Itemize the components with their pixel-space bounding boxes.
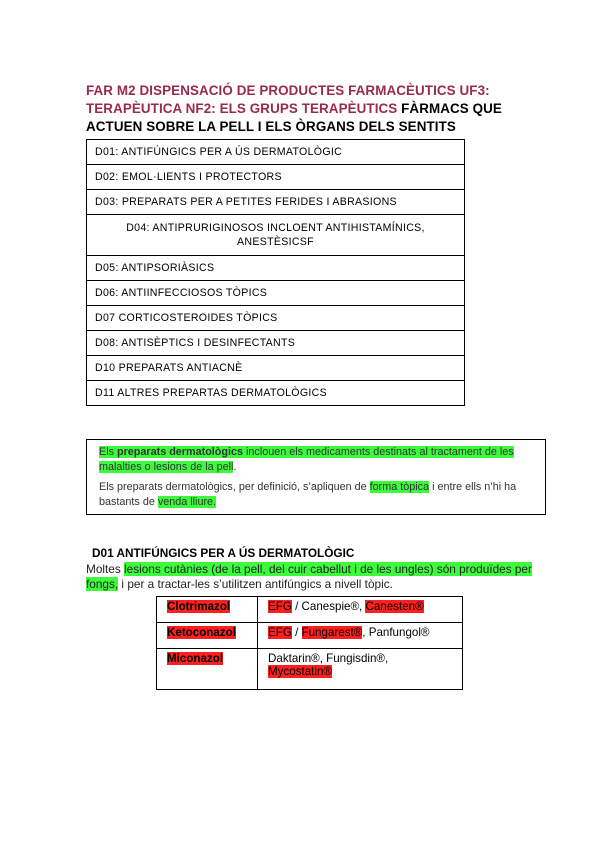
table-row bbox=[87, 215, 465, 256]
drug-name-cell bbox=[157, 623, 258, 649]
brand-name: Fungarest® bbox=[301, 626, 363, 639]
group-cell: D05: ANTIPSORIÀSICS bbox=[87, 256, 465, 281]
d01-section bbox=[86, 546, 542, 592]
table-row bbox=[87, 256, 465, 281]
brand-names-cell bbox=[258, 649, 463, 690]
brand-name: Mycostatin® bbox=[268, 665, 332, 678]
drug-name-cell bbox=[157, 597, 258, 623]
table-row bbox=[87, 140, 465, 165]
table-row bbox=[157, 649, 463, 690]
group-cell: D07 CORTICOSTEROIDES TÒPICS bbox=[87, 306, 465, 331]
info-paragraph-1: Els preparats dermatològics inclouen els medicaments destinats al tractament de les malalties o lesions de la pell. bbox=[99, 446, 514, 473]
section-intro: Moltes lesions cutànies (de la pell, del cuir cabellut i de les ungles) són produïdes per fongs, i per a tractar-les s’utilitzen antifúngics a nivell tòpic. bbox=[86, 562, 532, 591]
brand-name: / bbox=[291, 626, 302, 639]
group-cell: D04: ANTIPRURIGINOSOS INCLOENT ANTIHISTAMÍNICS, ANESTÈSICSF bbox=[87, 215, 465, 256]
therapeutic-groups-table bbox=[86, 139, 465, 406]
info-box bbox=[86, 439, 546, 515]
table-row bbox=[87, 331, 465, 356]
group-cell: D01: ANTIFÚNGICS PER A ÚS DERMATOLÒGIC bbox=[87, 140, 465, 165]
table-row bbox=[157, 597, 463, 623]
table-row bbox=[87, 306, 465, 331]
drug-name-cell bbox=[157, 649, 258, 690]
table-row bbox=[157, 623, 463, 649]
antifungal-drugs-table bbox=[156, 596, 463, 690]
brand-names-cell bbox=[258, 597, 463, 623]
brand-name: EFG bbox=[268, 600, 292, 613]
table-row bbox=[87, 190, 465, 215]
group-cell: D10 PREPARATS ANTIACNÈ bbox=[87, 356, 465, 381]
drug-name: Clotrimazol bbox=[167, 600, 231, 613]
drug-name: Miconazol bbox=[167, 652, 224, 665]
bold-term: preparats dermatològics bbox=[117, 446, 244, 458]
title-topic-part: FÀRMACS QUE ACTUEN SOBRE LA PELL I ELS ÒRGANS DELS SENTITS bbox=[86, 101, 502, 134]
table-row bbox=[87, 356, 465, 381]
group-cell: D03: PREPARATS PER A PETITES FERIDES I ABRASIONS bbox=[87, 190, 465, 215]
brand-name: Daktarin®, Fungisdin®, bbox=[268, 652, 389, 665]
table-row bbox=[87, 281, 465, 306]
group-cell: D06: ANTIINFECCIOSOS TÒPICS bbox=[87, 281, 465, 306]
info-paragraph-2: Els preparats dermatològics, per definició, s’apliquen de forma tòpica i entre ells n’hi ha bastants de venda lliure. bbox=[99, 481, 517, 508]
title-course-part: FAR M2 DISPENSACIÓ DE PRODUCTES FARMACÈUTICS UF3: TERAPÈUTICA NF2: ELS GRUPS TERAPÈUTICS bbox=[86, 83, 490, 116]
brand-name: / Canespie®, bbox=[291, 600, 366, 613]
brand-names-cell bbox=[258, 623, 463, 649]
brand-name: EFG bbox=[268, 626, 292, 639]
table-row bbox=[87, 165, 465, 190]
group-cell: D08: ANTISÈPTICS I DESINFECTANTS bbox=[87, 331, 465, 356]
table-row bbox=[87, 381, 465, 406]
group-cell: D02: EMOL·LIENTS I PROTECTORS bbox=[87, 165, 465, 190]
brand-name: , Panfungol® bbox=[362, 626, 430, 639]
drug-name: Ketoconazol bbox=[167, 626, 236, 639]
group-cell: D11 ALTRES PREPARTAS DERMATOLÒGICS bbox=[87, 381, 465, 406]
document-title bbox=[86, 82, 536, 136]
brand-name: Canesten® bbox=[365, 600, 424, 613]
section-heading: D01 ANTIFÚNGICS PER A ÚS DERMATOLÒGIC bbox=[92, 546, 355, 560]
